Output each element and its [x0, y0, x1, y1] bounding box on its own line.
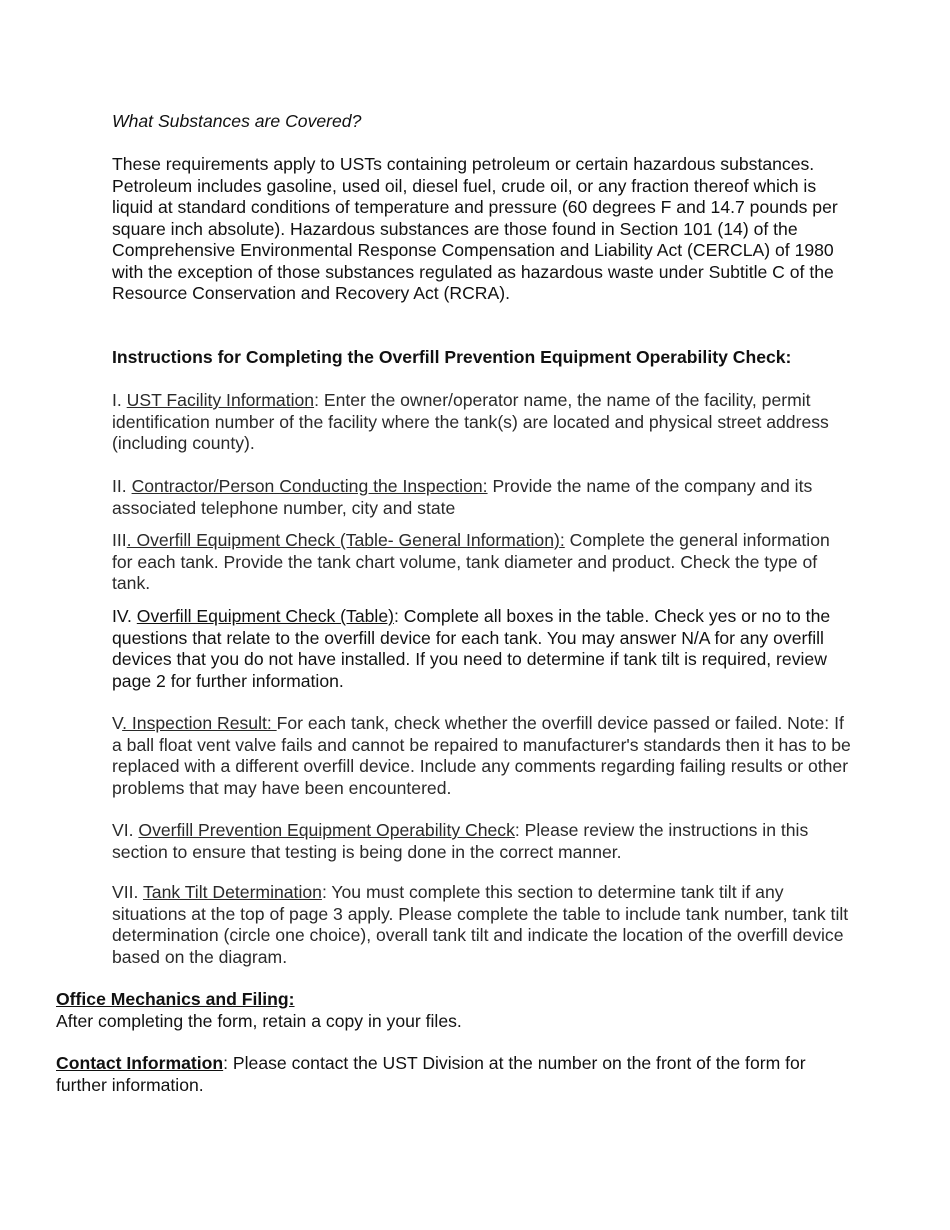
item-title: . Inspection Result: [122, 713, 277, 733]
item-title: UST Facility Information [126, 390, 315, 410]
contact-heading: Contact Information [56, 1053, 224, 1073]
instruction-item-3 [112, 530, 852, 595]
item-title: . Overfill Equipment Check (Table- General Information): [126, 530, 565, 550]
item-number: V [112, 713, 123, 733]
item-text: : Complete all boxes in the table. Check yes or no to the questions that relate to the overfill device for each tank. You may answer N/A for any overfill devices that you do not have installed. If you need to determine if tank tilt is required, review page 2 for further information. [112, 606, 831, 691]
instruction-item-6 [112, 820, 852, 863]
item-text: : Please review the instructions in this section to ensure that testing is being done in the correct manner. [112, 820, 809, 862]
item-text: : Enter the owner/operator name, the name of the facility, permit identification number of the facility where the tank(s) are located and physical street address (including county). [112, 390, 829, 453]
covered-heading: What Substances are Covered? [112, 111, 362, 131]
office-section [56, 989, 846, 1032]
item-text: Complete the general information for each tank. Provide the tank chart volume, tank diameter and product. Check the type of tank. [112, 530, 830, 593]
instruction-item-5 [112, 713, 852, 799]
instruction-item-1 [112, 390, 852, 455]
item-number: III [112, 530, 127, 550]
instructions-heading: Instructions for Completing the Overfill Prevention Equipment Operability Check: [112, 347, 792, 367]
item-title: Overfill Equipment Check (Table) [136, 606, 394, 626]
instruction-item-7 [112, 882, 852, 968]
item-number: VII. [112, 882, 143, 902]
office-heading: Office Mechanics and Filing: [56, 989, 295, 1009]
item-text: Provide the name of the company and its associated telephone number, city and state [112, 476, 813, 518]
item-number: I. [112, 390, 127, 410]
item-number: II. [112, 476, 132, 496]
covered-paragraph: These requirements apply to USTs containing petroleum or certain hazardous substances. Petroleum includes gasoline, used oil, diesel fuel, crude oil, or any fraction thereof which is liquid at standard conditions of temperature and pressure (60 degrees F and 14.7 pounds per square inch absolute). Hazardous substances are those found in Section 101 (14) of the Comprehensive Environmental Response Compensation and Liability Act (CERCLA) of 1980 with the exception of those substances regulated as hazardous waste under Subtitle C of the Resource Conservation and Recovery Act (RCRA). [112, 154, 838, 303]
item-number: VI. [112, 820, 139, 840]
item-text: : You must complete this section to determine tank tilt if any situations at the top of page 3 apply. Please complete the table to include tank number, tank tilt determination (circle one choice), overall tank tilt and indicate the location of the overfill device based on the diagram. [112, 882, 849, 967]
contact-section [56, 1053, 846, 1096]
instruction-item-4 [112, 606, 852, 692]
office-body: After completing the form, retain a copy in your files. [56, 1010, 462, 1031]
item-number: IV. [112, 606, 137, 626]
item-text: For each tank, check whether the overfill device passed or failed. Note: If a ball float vent valve fails and cannot be repaired to manufacturer's standards then it has to be replaced with a different overfill device. Include any comments regarding failing results or other problems that may have been encountered. [112, 713, 851, 798]
item-title: Tank Tilt Determination [142, 882, 322, 902]
instruction-item-2 [112, 476, 852, 519]
item-title: Contractor/Person Conducting the Inspection: [131, 476, 488, 496]
item-title: Overfill Prevention Equipment Operability Check [138, 820, 515, 840]
contact-body: : Please contact the UST Division at the number on the front of the form for further information. [56, 1053, 806, 1095]
